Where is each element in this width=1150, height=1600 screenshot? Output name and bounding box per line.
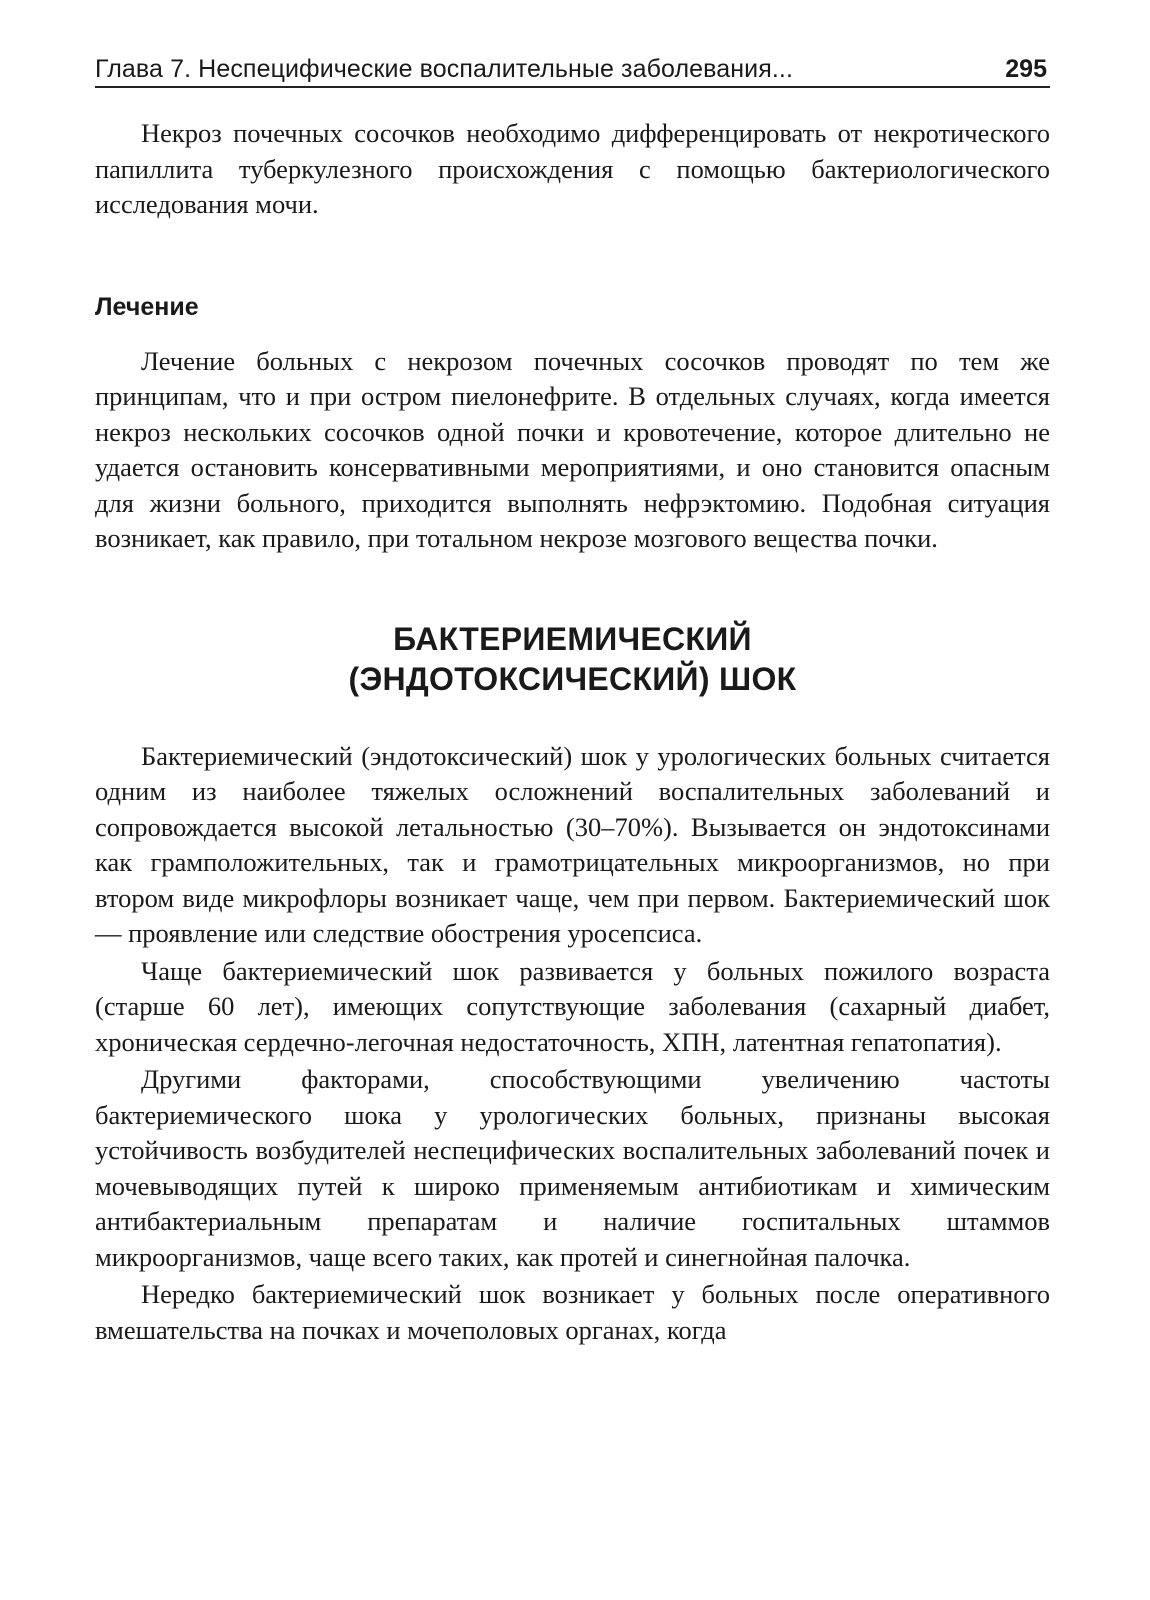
treatment-paragraph: Лечение больных с некрозом почечных сосочков проводят по тем же принципам, что и при остром пиелонефрите. В отдельных случаях, когда имеется некроз нескольких сосочков одной почки и кровотечение, которое длительно не удается остановить консервативными мероприятиями, и оно становится опасным для жизни больного, приходится выполнять нефрэктомию. Подобная ситуация возникает, как правило, при тотальном некрозе мозгового вещества почки. <box>95 345 1050 553</box>
section-title <box>95 619 1050 699</box>
running-title: Глава 7. Неспецифические воспалительные заболевания... <box>95 55 794 83</box>
section-paragraph: Бактериемический (эндотоксический) шок у урологических больных считается одним из наиболее тяжелых осложнений воспалительных заболеваний и сопровождается высокой летальностью (30–70%). Вызывается он эндотоксинами как грамположительных, так и грамотрицательных микроорганизмов, но при втором виде микрофлоры возникает чаще, чем при первом. Бактериемический шок — проявление или следствие обострения уросепсиса. <box>95 740 1050 948</box>
section-title-line-2: (ЭНДОТОКСИЧЕСКИЙ) ШОК <box>348 660 797 697</box>
intro-paragraph: Некроз почечных сосочков необходимо дифференцировать от некротического папиллита туберкулезного происхождения с помощью бактериологического исследования мочи. <box>95 118 1050 219</box>
treatment-heading: Лечение <box>95 292 199 321</box>
section-paragraph: Другими факторами, способствующими увеличению частоты бактериемического шока у урологических больных, признаны высокая устойчивость возбудителей неспецифических воспалительных заболеваний почек и мочевыводящих путей к широко применяемым антибиотикам и химическим антибактериальным препаратам и наличие госпитальных штаммов микроорганизмов, чаще всего таких, как протей и синегнойная палочка. <box>95 1064 1050 1272</box>
book-page <box>95 55 1050 1348</box>
running-header <box>95 55 1050 88</box>
page-number: 295 <box>1005 55 1047 83</box>
section-paragraph: Чаще бактериемический шок развивается у больных пожилого возраста (старше 60 лет), имеющих сопутствующие заболевания (сахарный диабет, хроническая сердечно-легочная недостаточность, ХПН, латентная гепатопатия). <box>95 955 1050 1057</box>
section-paragraph: Нередко бактериемический шок возникает у больных после оперативного вмешательства на почках и мочеполовых органах, когда <box>95 1279 1050 1345</box>
section-title-line-1: БАКТЕРИЕМИЧЕСКИЙ <box>393 620 752 657</box>
